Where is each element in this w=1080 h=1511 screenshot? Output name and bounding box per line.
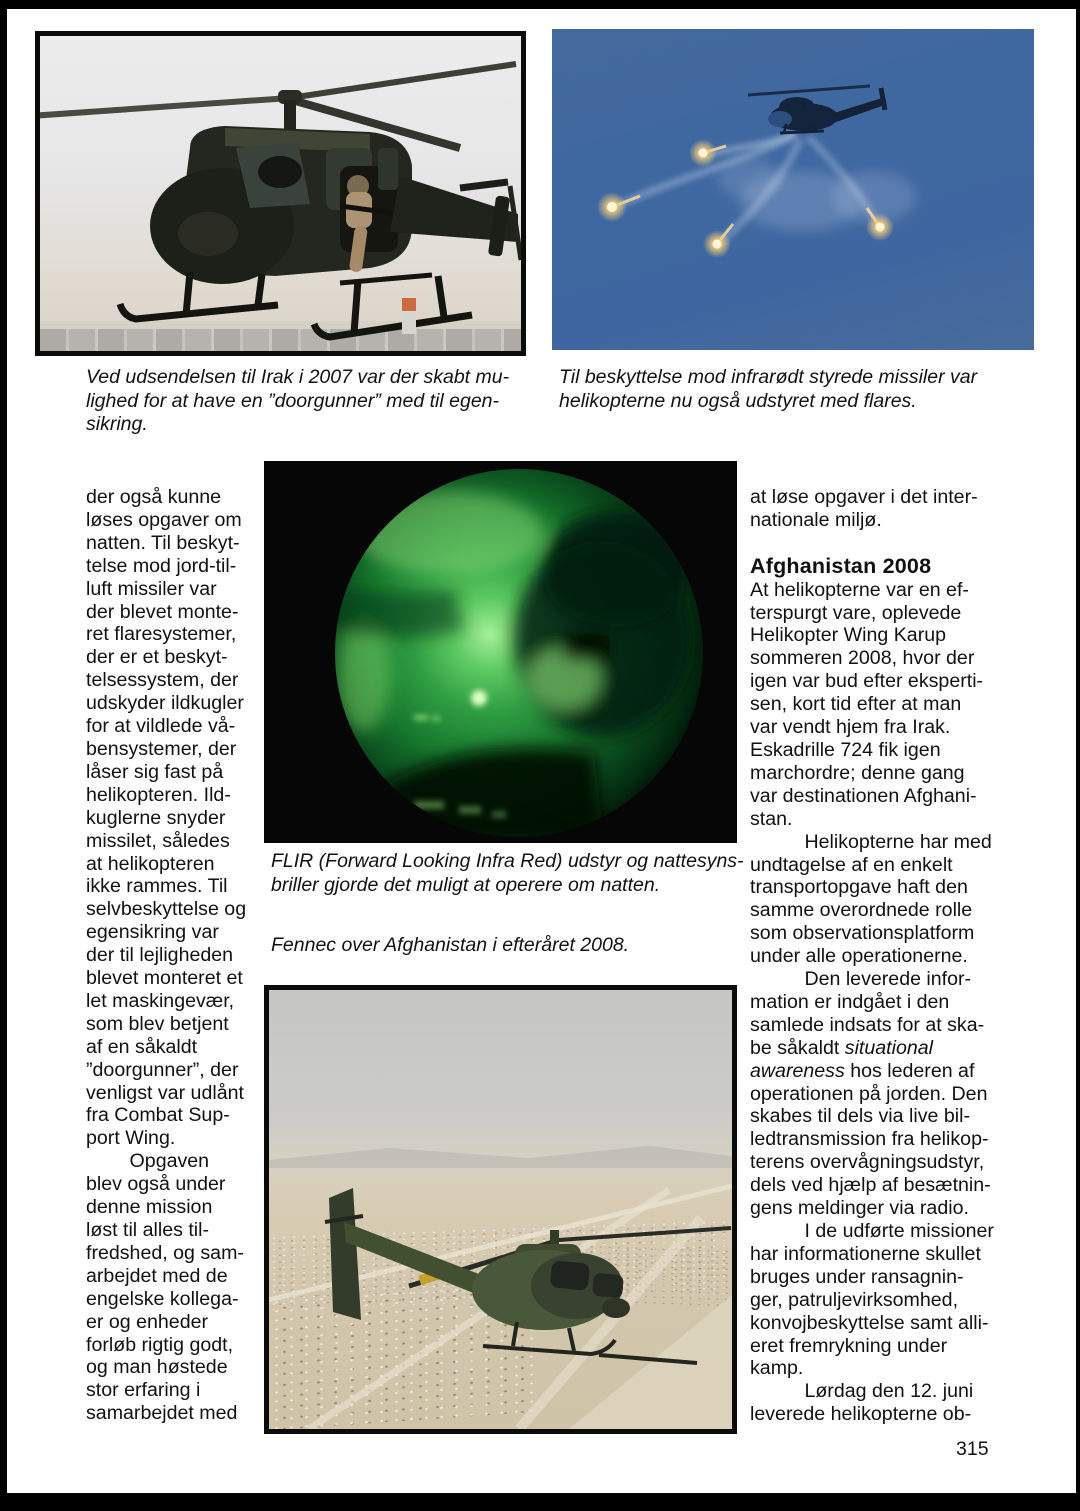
text-line: Den leverede infor- bbox=[750, 968, 972, 991]
caption-fennec bbox=[271, 934, 741, 958]
text-line: kamp. bbox=[750, 1357, 804, 1380]
text-line: marchordre; denne gang bbox=[750, 761, 965, 784]
text-line: samlede indsats for at ska- bbox=[750, 1013, 985, 1036]
text-line: dels ved hjælp af besætnin- bbox=[750, 1174, 991, 1197]
text-line: terspurgt vare, oplevede bbox=[750, 601, 962, 624]
caption-flir bbox=[271, 850, 744, 897]
text-line: selvbeskyttelse og bbox=[86, 898, 247, 921]
text-line: løst til alles til- bbox=[86, 1219, 210, 1241]
text-line: At helikopterne var en ef- bbox=[750, 578, 969, 601]
text-line: I de udførte missioner bbox=[750, 1220, 994, 1242]
text-line: helikopteren. Ild- bbox=[86, 783, 231, 806]
text-line: har informationerne skullet bbox=[750, 1242, 981, 1265]
text-line bbox=[750, 532, 1020, 555]
text-line: luft missiler var bbox=[86, 577, 217, 600]
text-line: Fennec over Afghanistan i efteråret 2008. bbox=[271, 934, 630, 956]
text-line: Til beskyttelse mod infrarødt styrede missiler var bbox=[559, 366, 978, 388]
text-line: missilet, således bbox=[86, 829, 230, 852]
text-line: Helikopter Wing Karup bbox=[750, 624, 947, 647]
text-line: transportopgave haft den bbox=[750, 876, 968, 899]
caption-door-gunner bbox=[86, 366, 546, 437]
text-line: samme overordnede rolle bbox=[750, 899, 973, 922]
text-line: stan. bbox=[750, 807, 793, 830]
text-line: Eskadrille 724 fik igen bbox=[750, 738, 941, 761]
text-line: ikke rammes. Til bbox=[86, 875, 228, 898]
text-line: fra Combat Sup- bbox=[86, 1104, 230, 1127]
text-line: venligst var udlånt bbox=[86, 1081, 244, 1104]
text-line: sen, kort tid efter at man bbox=[750, 693, 962, 716]
text-line: der til lejligheden bbox=[86, 944, 234, 967]
text-line: kuglerne snyder bbox=[86, 806, 226, 829]
page-number: 315 bbox=[956, 1438, 989, 1460]
text-line: natten. Til beskyt- bbox=[86, 531, 240, 554]
text-line: skabes til dels via live bil- bbox=[750, 1105, 970, 1128]
text-line: låser sig fast på bbox=[86, 760, 224, 783]
fennec-illustration bbox=[269, 990, 732, 1429]
text-line: forløb rigtig godt, bbox=[86, 1333, 234, 1356]
text-line: ger, patruljevirksomhed, bbox=[750, 1288, 959, 1311]
text-line: be såkaldt situational bbox=[750, 1036, 933, 1059]
text-line: fredshed, og sam- bbox=[86, 1241, 244, 1264]
text-line: bruges under ransagnin- bbox=[750, 1265, 964, 1288]
text-line: ”doorgunner”, der bbox=[86, 1058, 239, 1081]
text-line: var vendt hjem fra Irak. bbox=[750, 716, 951, 739]
text-line: telsessystem, der bbox=[86, 669, 239, 692]
door-gunner-photo bbox=[35, 31, 526, 356]
text-line: engelske kollega- bbox=[86, 1287, 239, 1310]
text-line: sommeren 2008, hvor der bbox=[750, 647, 975, 670]
helicopter-body bbox=[325, 1188, 731, 1363]
text-line: let maskingevær, bbox=[86, 989, 235, 1012]
text-line: og man høstede bbox=[86, 1356, 228, 1379]
text-line: operationen på jorden. Den bbox=[750, 1082, 988, 1105]
helicopter-silhouette bbox=[748, 86, 885, 133]
text-line: briller gjorde det muligt at operere om natten. bbox=[271, 873, 661, 896]
text-line: helikopterne nu også udstyret med flares. bbox=[559, 389, 917, 412]
text-line: som observationsplatform bbox=[750, 922, 975, 945]
text-line: var destinationen Afghani- bbox=[750, 784, 977, 807]
text-line: Helikopterne har med bbox=[750, 830, 992, 853]
text-line: nationale miljø. bbox=[750, 508, 882, 531]
text-line: awareness hos lederen af bbox=[750, 1059, 975, 1082]
text-line: Afghanistan 2008 bbox=[750, 553, 932, 578]
caption-flares bbox=[559, 366, 1034, 413]
night-vision-illustration bbox=[264, 461, 737, 843]
text-line: Opgaven bbox=[86, 1150, 210, 1173]
text-line: stor erfaring i bbox=[86, 1379, 201, 1402]
document-page bbox=[7, 9, 1076, 1493]
left-text-column bbox=[86, 486, 270, 1425]
text-line: Lørdag den 12. juni bbox=[750, 1380, 974, 1403]
text-line: FLIR (Forward Looking Infra Red) udstyr og nattesyns- bbox=[271, 850, 744, 872]
text-line: bensystemer, der bbox=[86, 737, 237, 760]
text-line: der også kunne bbox=[86, 486, 222, 508]
text-line: Ved udsendelsen til Irak i 2007 var der skabt mu- bbox=[86, 366, 510, 388]
text-line: igen var bud efter eksperti- bbox=[750, 670, 984, 693]
text-line: blev også under bbox=[86, 1173, 226, 1196]
text-line: terens overvågningsudstyr, bbox=[750, 1151, 985, 1174]
text-line: for at vildlede vå- bbox=[86, 715, 236, 738]
text-line: at løse opgaver i det inter- bbox=[750, 486, 978, 508]
night-vision-photo bbox=[264, 461, 737, 843]
flares-photo bbox=[552, 29, 1034, 350]
text-line: som blev betjent bbox=[86, 1012, 229, 1035]
text-line: eret fremrykning under bbox=[750, 1334, 948, 1357]
text-line: blevet monteret et bbox=[86, 967, 243, 990]
text-line: ledtransmission fra helikop- bbox=[750, 1128, 989, 1151]
fennec-afghanistan-photo bbox=[264, 985, 737, 1434]
text-line: denne mission bbox=[86, 1196, 213, 1219]
text-line: samarbejdet med bbox=[86, 1402, 238, 1425]
flares-illustration bbox=[552, 29, 1034, 350]
text-line: port Wing. bbox=[86, 1127, 176, 1150]
text-line: lighed for at have en ”doorgunner” med til egen- bbox=[86, 389, 500, 412]
helicopter-illustration bbox=[40, 36, 521, 351]
text-line: gens meldinger via radio. bbox=[750, 1197, 969, 1220]
text-line: konvojbeskyttelse samt alli- bbox=[750, 1311, 989, 1334]
text-line: løses opgaver om bbox=[86, 508, 242, 531]
text-line: telse mod jord-til- bbox=[86, 554, 237, 577]
text-line: arbejdet med de bbox=[86, 1264, 228, 1287]
right-text-column bbox=[750, 486, 1020, 1426]
text-line: er og enheder bbox=[86, 1310, 209, 1333]
text-line: at helikopteren bbox=[86, 852, 215, 875]
text-line: der er et beskyt- bbox=[86, 646, 228, 669]
text-line: under alle operationerne. bbox=[750, 945, 968, 968]
text-line: sikring. bbox=[86, 413, 148, 435]
text-line: undtagelse af en enkelt bbox=[750, 853, 953, 876]
text-line: egensikring var bbox=[86, 921, 219, 944]
text-line: der blevet monte- bbox=[86, 600, 239, 623]
text-line: mation er indgået i den bbox=[750, 990, 950, 1013]
text-line: ret flaresystemer, bbox=[86, 623, 237, 646]
text-line: af en såkaldt bbox=[86, 1035, 198, 1058]
text-line: udskyder ildkugler bbox=[86, 692, 244, 715]
text-line: leverede helikopterne ob- bbox=[750, 1403, 972, 1426]
